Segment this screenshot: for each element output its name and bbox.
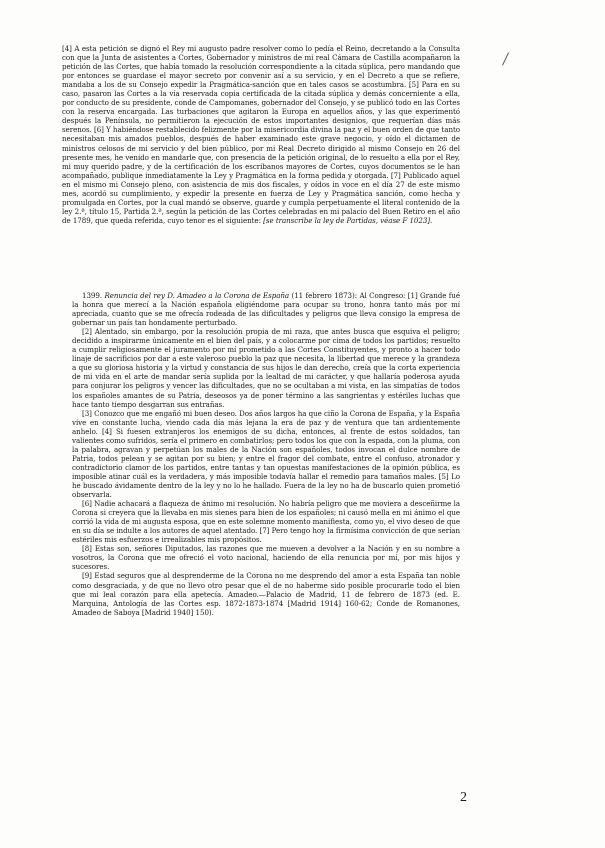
section-2-paragraph-8: [8] Estas son, señores Diputados, las razones que me mueven a devolver a la Nación y en su nombre a vosotros, la Corona que me ofreció el voto nacional, haciendo de ella renuncia por mí, por mis hijos y sucesores.	[72, 544, 460, 572]
section-2-paragraph-9: [9] Estad seguros que al desprenderme de la Corona no me desprendo del amor a esta España tan noble como desgraciada, y de que no llevo otro pesar que el de no haberme sido posible procurarle todo el bien que mi leal corazón para ella apetecía. Amadeo.—Palacio de Madrid, 11 de febrero de 1873 (ed. E. Marquina, Antología de las Cortes esp. 1872-1873-1874 [Madrid 1914] 160-62; Conde de Romanones, Amadeo de Saboya [Madrid 1940] 150).	[72, 571, 460, 617]
section-1-text: [4] A esta petición se dignó el Rey mi augusto padre resolver como lo pedía el Reino, decretando a la Consulta con que la Junta de asistentes a Cortes, Gobernador y ministros de mi real Cámara de Castilla acompañaron la petición de las Cortes, que había tomado la resolución correspondiente a la citada súplica, pero mandando que por entonces se guardase el mayor secreto por convenir así a su servicio, y en el Decreto a que se refiere, mandaba a los de su Consejo expedir la Pragmática-sanción que en tales casos se acostumbra. [5] Para en su caso, pasaron las Cortes a la vía reservada copia certificada de la citada súplica y demás concerniente a ella, por conducto de su presidente, conde de Campomanes, gobernador del Consejo, y se publicó todo en las Cortes con la reserva encargada. Las turbaciones que agitaron la Europa en aquellos años, y las que experimentó después la Península, no permitieron la ejecución de estos importantes designios, que requerían días más serenos. [6] Y habiéndose restablecido felizmente por la misericordia divina la paz y el buen orden de que tanto necesitaban mis amados pueblos, después de haber examinado este grave negocio, y oído el dictamen de ministros celosos de mi servicio y del bien público, por mi Real Decreto dirigido al mismo Consejo en 26 del presente mes, he venido en mandarle que, con presencia de la petición original, de lo resuelto a ella por el Rey, mi muy querido padre, y de la certificación de los escribanos mayores de Cortes, cuyos documentos se le han acompañado, publique inmediatamente la Ley y Pragmática en la forma pedida y otorgada. [7] Publicado aquel en el mismo mi Consejo pleno, con asistencia de mis dos fiscales, y oídos in voce en el día 27 de este mismo mes, acordó su cumplimiento, y expedir la presente en fuerza de Ley y Pragmática sanción, como hecha y promulgada en Cortes, por la cual mandó se observe, guarde y cumpla perpetuamente el literal contenido de la ley 2.ª, título 15, Partida 2.ª, según la petición de las Cortes celebradas en mi palacio del Buen Retiro en el año de 1789, que queda referida, cuyo tenor es el siguiente:	[62, 44, 460, 225]
section-2-paragraph-6: [6] Nadie achacará a flaqueza de ánimo mi resolución. No habría peligro que me moviera a desceñirme la Corona si creyera que la llevaba en mis sienes para bien de los españoles; ni causó mella en mi ánimo el que corrió la vida de mi augusta esposa, que en este solemne momento manifiesta, como yo, el vivo deseo de que en su día se indulte a los autores de aquel atentado. [7] Pero tengo hoy la firmísima convicción de que serían estériles mis esfuerzos e irrealizables mis propósitos.	[72, 499, 460, 545]
section-2-title: Renuncia del rey D. Amadeo a la Corona de España	[104, 291, 290, 300]
section-2-paragraph-3: [3] Conozco que me engañó mi buen deseo. Dos años largos ha que ciño la Corona de España, y la España vive en constante lucha, viendo cada día más lejana la era de paz y de ventura que tan ardientemente anhelo. [4] Si fuesen extranjeros los enemigos de su dicha, entonces, al frente de estos soldados, tan valientes como sufridos, sería el primero en combatirlos; pero todos los que con la espada, con la pluma, con la palabra, agravan y perpetúan los males de la Nación son españoles, todos invocan el dulce nombre de Patria, todos pelean y se agitan por su bien; y entre el fragor del combate, entre el confuso, atronador y contradictorio clamor de los partidos, entre tantas y tan opuestas manifestaciones de la opinión pública, es imposible atinar cuál es la verdadera, y más imposible todavía hallar el remedio para tamaños males. [5] Lo he buscado ávidamente dentro de la ley y no lo he hallado. Fuera de la ley no ha de buscarlo quien prometió observarla.	[72, 408, 460, 500]
section-2-paragraph-2: [2] Alentado, sin embargo, por la resolución propia de mi raza, que antes busca que esquiva el peligro; decidido a inspirarme únicamente en el bien del país, y a colocarme por cima de todos los partidos; resuelto a cumplir religiosamente el juramento por mí prometido a las Cortes Constituyentes, y pronto a hacer todo linaje de sacrificios por dar a este valeroso pueblo la paz que necesita, la libertad que merece y la grandeza a que su gloriosa historia y la virtud y constancia de sus hijos le dan derecho, creía que la corta experiencia de mi vida en el arte de mandar sería suplida por la lealtad de mi carácter, y que hallaría poderosa ayuda para conjurar los peligros y vencer las dificultades, que no se ocultaban a mi vista, en las simpatías de todos los españoles amantes de su Patria, deseosos ya de poner término a las sangrientas y estériles luchas que hace tanto tiempo desgarran sus entrañas.	[72, 327, 460, 409]
section-1-note: [se transcribe la ley de Partidas, véase F 1023].	[263, 215, 433, 225]
section-2	[72, 291, 460, 617]
section-2-number: 1399.	[82, 291, 103, 300]
section-2-lead: (11 febrero 1873): Al Congreso: [1] Grande fué la honra que merecí a la Nación española eligiéndome para ocupar su trono, honra tanto más por mí apreciada, cuanto que se me ofrecía rodeada de las dificultades y peligros que lleva consigo la empresa de gobernar un país tan hondamente perturbado.	[72, 291, 460, 328]
page-number: 2	[460, 790, 467, 805]
margin-mark	[502, 52, 509, 65]
section-2-heading-paragraph	[72, 291, 460, 327]
section-1-paragraph	[62, 44, 460, 225]
